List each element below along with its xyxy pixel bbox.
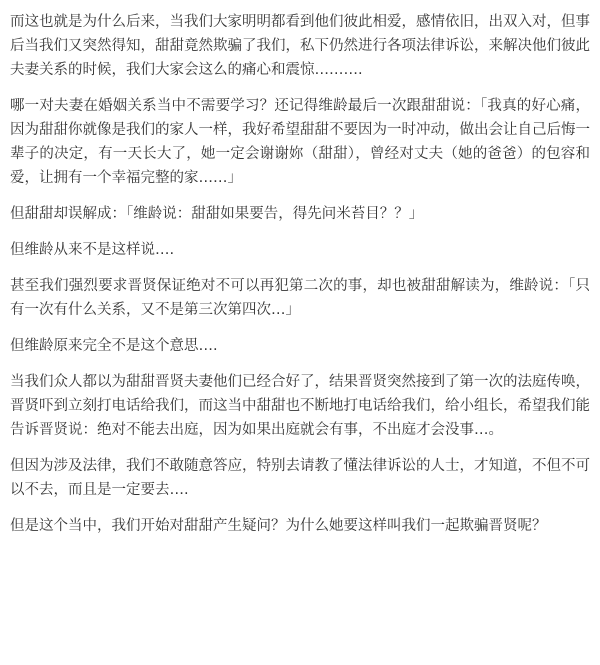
paragraph-1: 而这也就是为什么后来，当我们大家明明都看到他们彼此相爱，感情依旧，出双入对，但事后当我们又突然得知，甜甜竟然欺骗了我们，私下仍然进行各项法律诉讼，来解决他们彼此夫妻关系的时候，我们大家会这么的痛心和震惊………. xyxy=(10,14,590,78)
article-body xyxy=(10,10,590,538)
paragraph-2: 哪一对夫妻在婚姻关系当中不需要学习？还记得维龄最后一次跟甜甜说：「我真的好心痛，因为甜甜你就像是我们的家人一样，我好希望甜甜不要因为一时冲动，做出会让自己后悔一辈子的决定，有一天长大了，她一定会谢谢妳（甜甜），曾经对丈夫（她的爸爸）的包容和爱，让拥有一个幸福完整的家……」 xyxy=(10,98,590,186)
paragraph-8: 但因为涉及法律，我们不敢随意答应，特别去请教了懂法律诉讼的人士，才知道，不但不可以不去，而且是一定要去…. xyxy=(10,458,590,498)
paragraph-3: 但甜甜却误解成：「维龄说：甜甜如果要告，得先问米苔目？？」 xyxy=(10,206,424,222)
paragraph-5: 甚至我们强烈要求晋贤保证绝对不可以再犯第二次的事，却也被甜甜解读为，维龄说：「只有一次有什么关系，又不是第三次第四次…」 xyxy=(10,278,590,318)
paragraph-7: 当我们众人都以为甜甜晋贤夫妻他们已经合好了，结果晋贤突然接到了第一次的法庭传唤，晋贤吓到立刻打电话给我们，而这当中甜甜也不断地打电话给我们，给小组长，希望我们能告诉晋贤说：绝对不能去出庭，因为如果出庭就会有事，不出庭才会没事…。 xyxy=(10,374,590,438)
paragraph-4: 但维龄从来不是这样说…. xyxy=(10,242,175,258)
paragraph-9: 但是这个当中，我们开始对甜甜产生疑问？为什么她要这样叫我们一起欺骗晋贤呢？ xyxy=(10,518,547,534)
paragraph-6: 但维龄原来完全不是这个意思…. xyxy=(10,338,218,354)
